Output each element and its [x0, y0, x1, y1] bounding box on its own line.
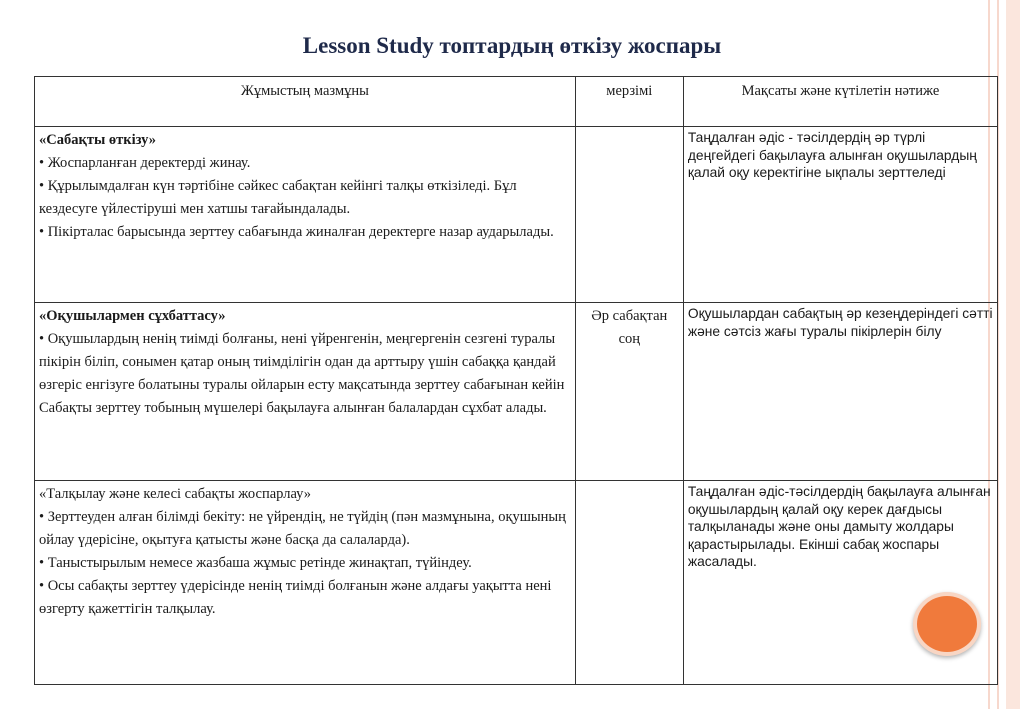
cell-content	[35, 303, 576, 481]
row-heading: «Оқушылармен сұхбаттасу»	[39, 308, 226, 324]
header-content: Жұмыстың мазмұны	[35, 77, 576, 127]
cell-content	[35, 481, 576, 685]
row-heading: «Талқылау және келесі сабақты жоспарлау»	[39, 486, 312, 502]
cell-deadline: Әр сабақтан соң	[575, 303, 683, 481]
list-item: • Пікірталас барысында зерттеу сабағында жиналған деректерге назар аударылады.	[39, 224, 554, 240]
cell-goal: Оқушылардан сабақтың әр кезеңдеріндегі сәтті және сәтсіз жағы туралы пікірлерін білу	[683, 303, 997, 481]
list-item: • Таныстырылым немесе жазбаша жұмыс ретінде жинақтап, түйіндеу.	[39, 555, 472, 571]
cell-deadline	[575, 127, 683, 303]
cell-goal: Таңдалған әдіс - тәсілдердің әр түрлі деңгейдегі бақылауға алынған оқушылардың қалай оқу керектігіне ықпалы зерттеледі	[683, 127, 997, 303]
row-heading: «Сабақты өткізу»	[39, 132, 157, 148]
list-item: • Зерттеуден алған білімді бекіту: не үйрендің, не түйдің (пән мазмұнына, оқушының ойлау үдерісіне, оқытуға қатысты және басқа да салаларда).	[39, 509, 566, 548]
list-item: • Оқушылардың ненің тиімді болғаны, нені үйренгенін, меңгергенін сезгені туралы пікірін біліп, сонымен қатар оның тиімділігін одан да арттыру үшін сабаққа қандай өзгеріс енгізуге болатыны туралы ойларын есту мақсатында зерттеу сабағынан кейін Сабақты зерттеу тобының мүшелері бақылауға алынған балалардан сұхбат алады.	[39, 331, 565, 416]
table-row	[35, 127, 998, 303]
page-title: Lesson Study топтардың өткізу жоспары	[302, 33, 722, 58]
plan-table	[34, 76, 998, 685]
table-header-row	[35, 77, 998, 127]
cell-goal: Таңдалған әдіс-тәсілдердің бақылауға алынған оқушылардың қалай оқу керек дағдысы талқыланады және оны дамыту жолдары қарастырылады. Екінші сабақ жоспары жасалады.	[683, 481, 997, 685]
stripe	[1006, 0, 1020, 709]
orange-circle-decoration	[913, 592, 981, 656]
list-item: • Құрылымдалған күн тәртібіне сәйкес сабақтан кейінгі талқы өткізіледі. Бұл кездесуге үйлестіруші мен хатшы тағайындалады.	[39, 178, 517, 217]
header-goal: Мақсаты және күтілетін нәтиже	[683, 77, 997, 127]
table-row	[35, 481, 998, 685]
header-deadline: мерзімі	[575, 77, 683, 127]
list-item: • Осы сабақты зерттеу үдерісінде ненің тиімді болғанын және алдағы уақытта нені өзгерту қажеттігін талқылау.	[39, 578, 552, 617]
cell-deadline	[575, 481, 683, 685]
cell-content	[35, 127, 576, 303]
list-item: • Жоспарланған деректерді жинау.	[39, 155, 251, 171]
table-row	[35, 303, 998, 481]
